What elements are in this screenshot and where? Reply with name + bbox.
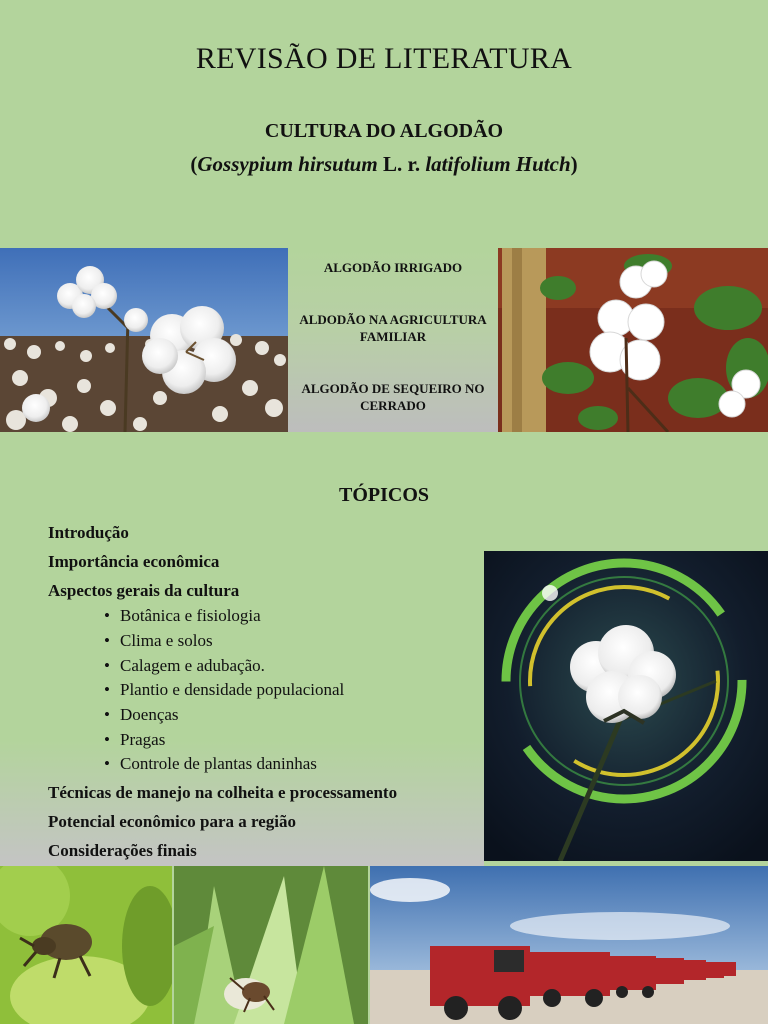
scientific-name: (Gossypium hirsutum L. r. latifolium Hutch): [190, 152, 578, 176]
topic-economic-importance: Importância econômica: [48, 552, 220, 571]
cotton-field-photo: [0, 248, 288, 432]
system-rainfed-cerrado: ALGODÃO DE SEQUEIRO NO CERRADO: [301, 381, 485, 413]
system-irrigated: ALGODÃO IRRIGADO: [323, 260, 463, 275]
subtopic-botany: • Botânica e fisiologia: [104, 606, 261, 626]
page-title: REVISÃO DE LITERATURA: [195, 42, 573, 75]
page-subtitle: CULTURA DO ALGODÃO: [264, 120, 504, 142]
topic-harvest-techniques: Técnicas de manejo na colheita e processamento: [48, 783, 398, 802]
topic-introduction: Introdução: [48, 523, 129, 542]
topic-general-aspects: Aspectos gerais da cultura: [48, 581, 240, 600]
subtopic-pests: • Pragas: [104, 730, 165, 750]
cotton-glow-illustration: [484, 551, 768, 861]
subtopic-liming: • Calagem e adubação.: [104, 656, 265, 676]
weevil-on-bud-photo: [174, 866, 368, 1024]
subtopic-climate-soils: • Clima e solos: [104, 631, 213, 651]
harvester-machines-photo: [370, 866, 768, 1024]
boll-weevil-photo: [0, 866, 172, 1024]
subtopic-weed-control: • Controle de plantas daninhas: [104, 754, 317, 774]
cotton-boll-plant-photo: [498, 248, 768, 432]
topic-economic-potential: Potencial econômico para a região: [48, 812, 297, 831]
topics-heading: TÓPICOS: [338, 484, 430, 506]
subtopic-planting: • Plantio e densidade populacional: [104, 680, 344, 700]
subtopic-diseases: • Doenças: [104, 705, 179, 725]
system-family-farming: ALDODÃO NA AGRICULTURA FAMILIAR: [299, 312, 487, 344]
topic-final-considerations: Considerações finais: [48, 841, 197, 860]
